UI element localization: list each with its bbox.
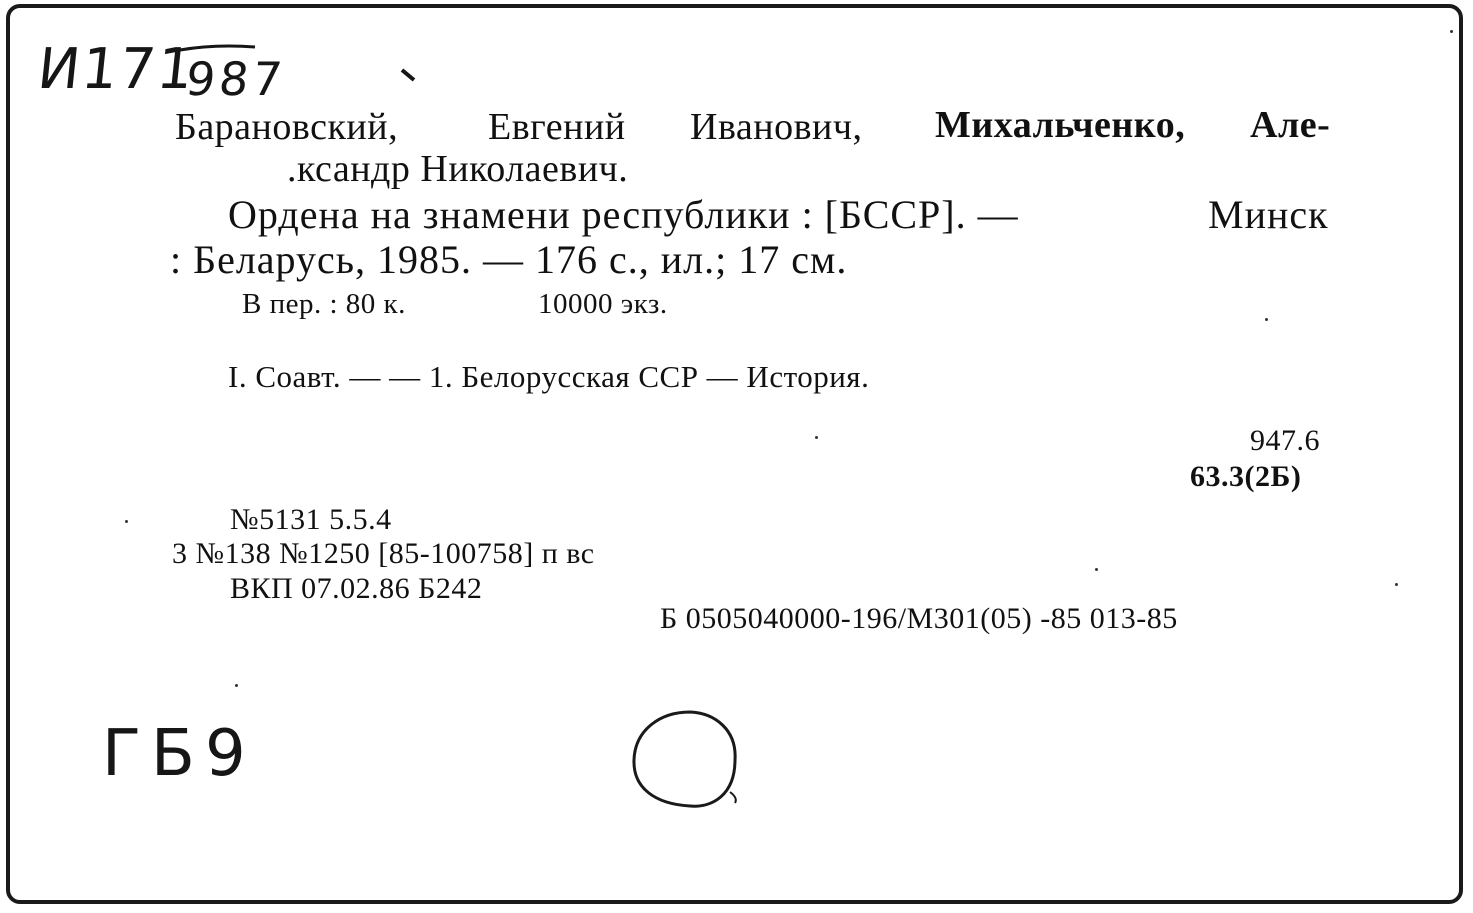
tracings: I. Соавт. — — 1. Белорусская ССР — История. xyxy=(228,359,870,394)
publisher-code-line: Б 0505040000-196/М301(05) -85 013-85 xyxy=(660,602,1178,635)
heading-author-2-surname: Михальченко, xyxy=(935,104,1186,146)
scan-speck xyxy=(1265,318,1268,321)
print-run: 10000 экз. xyxy=(538,288,668,320)
binding-price: В пер. : 80 к. xyxy=(242,288,406,320)
heading-author-1-surname: Барановский, xyxy=(175,106,399,148)
scan-speck xyxy=(815,436,818,439)
service-line-3: ВКП 07.02.86 Б242 xyxy=(230,572,483,605)
publication-line: : Беларусь, 1985. — 176 с., ил.; 17 см. xyxy=(170,237,848,282)
handwritten-call-number-suffix: 987 xyxy=(183,52,289,106)
scan-speck xyxy=(1095,568,1098,571)
heading-line-2: .ксандр Николаевич. xyxy=(287,148,629,190)
scan-speck xyxy=(1395,583,1398,586)
heading-author-1-name: Евгений xyxy=(488,106,626,148)
service-line-2: 3 №138 №1250 [85-100758] п вс xyxy=(172,537,595,570)
title-place: Минск xyxy=(1208,192,1329,237)
handwritten-location-mark: ГБ9 xyxy=(102,717,256,791)
service-line-1: №5131 5.5.4 xyxy=(230,503,392,536)
scan-speck xyxy=(235,684,238,687)
heading-author-1-patronymic: Иванович, xyxy=(690,106,863,148)
heading-author-2-name-start: Але- xyxy=(1250,104,1331,146)
scan-speck xyxy=(125,520,128,523)
udc-index: 947.6 xyxy=(1250,424,1320,457)
handwritten-call-number-prefix: И171 xyxy=(34,37,199,102)
title-statement: Ордена на знамени республики : [БССР]. — xyxy=(228,192,1019,237)
scan-speck xyxy=(1450,30,1453,33)
bbk-index: 63.3(2Б) xyxy=(1190,460,1302,493)
